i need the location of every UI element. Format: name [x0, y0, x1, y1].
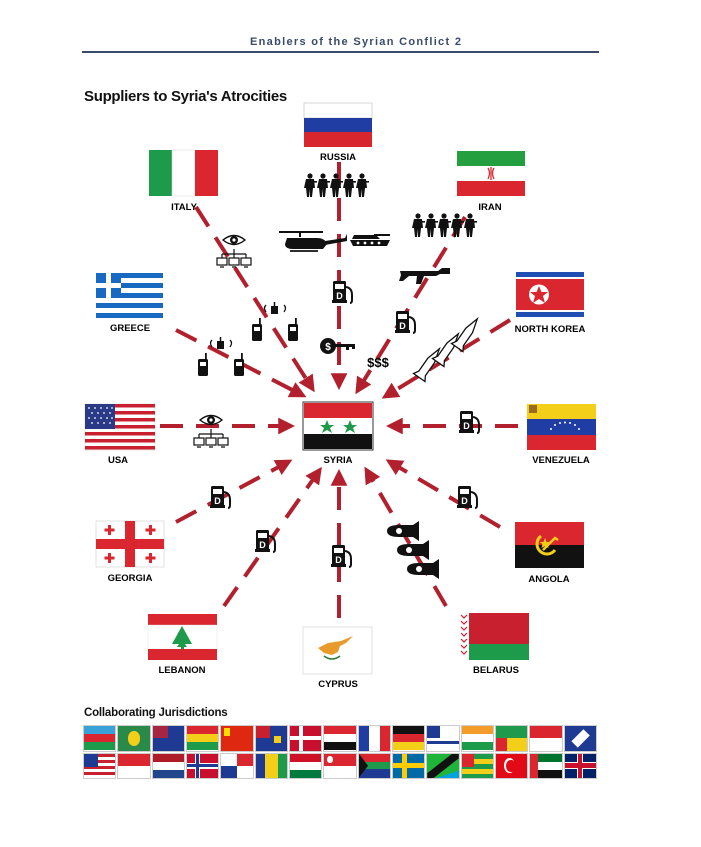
page-number: 2: [454, 36, 463, 48]
flag-tile: [358, 753, 391, 780]
bombs-icon: [387, 521, 439, 579]
flag-georgia: [96, 521, 164, 567]
label-venezuela: VENEZUELA: [532, 455, 590, 466]
flag-tile: [323, 753, 356, 780]
svg-text:D: D: [214, 496, 221, 506]
svg-text:D: D: [461, 496, 468, 506]
flag-tile: [117, 725, 150, 752]
flag-tile: [83, 725, 116, 752]
flag-usa: [85, 404, 155, 450]
flag-tile: [495, 753, 528, 780]
flag-tile: [255, 753, 288, 780]
radio-icon: [198, 337, 244, 376]
flag-tile: [564, 753, 597, 780]
label-belarus: BELARUS: [473, 665, 519, 676]
flag-tile: [186, 753, 219, 780]
arrow-angola: [390, 462, 500, 527]
label-usa: USA: [107, 455, 129, 466]
missiles-icon: [413, 315, 483, 382]
flag-greece: [96, 273, 163, 318]
surveillance-network-icon: [194, 416, 228, 448]
label-lebanon: LEBANON: [158, 665, 206, 676]
arrow-lebanon: [224, 471, 319, 606]
flag-tile: [529, 753, 562, 780]
helicopter-icon: [279, 232, 347, 251]
flag-tile: [392, 725, 425, 752]
flag-tile: [564, 725, 597, 752]
flag-tile: [255, 725, 288, 752]
label-cyprus: CYPRUS: [318, 679, 358, 690]
label-syria: SYRIA: [323, 455, 353, 466]
flag-tile: [461, 753, 494, 780]
flag-tile: [186, 725, 219, 752]
flag-venezuela: [527, 404, 596, 450]
fuel-pump-icon: [459, 411, 479, 433]
flag-tile: [495, 725, 528, 752]
flag-tile: [426, 725, 459, 752]
dollar-symbol: $: [325, 342, 331, 353]
flag-tile: [392, 753, 425, 780]
label-greece: GREECE: [109, 323, 151, 334]
flag-tile: [461, 725, 494, 752]
fuel-pump-icon: [457, 486, 477, 508]
label-russia: RUSSIA: [320, 152, 356, 163]
diagram-title: Suppliers to Syria's Atrocities: [84, 88, 287, 105]
money-label: $$$: [367, 355, 389, 370]
flag-syria: [303, 402, 373, 450]
tank-icon: [350, 235, 390, 246]
svg-text:D: D: [336, 291, 343, 301]
fuel-pump-icon: [210, 486, 230, 508]
label-iran: IRAN: [478, 202, 502, 213]
flag-tile: [117, 753, 150, 780]
arrow-italy: [196, 207, 312, 388]
svg-text:D: D: [463, 421, 470, 431]
arrow-belarus: [367, 471, 446, 606]
label-north-korea: NORTH KOREA: [514, 324, 586, 335]
label-angola: ANGOLA: [528, 574, 570, 585]
flag-tile: [289, 725, 322, 752]
label-italy: ITALY: [171, 202, 197, 213]
flag-tile: [529, 725, 562, 752]
fuel-pump-icon: [331, 545, 351, 567]
flag-angola: [515, 522, 584, 568]
collaborating-title: Collaborating Jurisdictions: [84, 707, 228, 719]
flag-tile: [358, 725, 391, 752]
soldiers-icon: [304, 173, 369, 197]
flag-tile: [220, 725, 253, 752]
flag-lebanon: [148, 614, 217, 660]
flag-tile: [289, 753, 322, 780]
flag-italy: [149, 150, 218, 196]
flag-tile: [83, 753, 116, 780]
flag-tile: [152, 725, 185, 752]
flag-tile: [152, 753, 185, 780]
flag-tile: [323, 725, 356, 752]
flag-cyprus: [303, 627, 372, 674]
svg-text:D: D: [399, 321, 406, 331]
svg-text:D: D: [335, 555, 342, 565]
fuel-pump-icon: [395, 311, 415, 333]
flag-tile: [220, 753, 253, 780]
fuel-pump-icon: [332, 281, 352, 303]
running-title: Enablers of the Syrian Conflict: [250, 36, 451, 48]
arrow-georgia: [176, 462, 288, 522]
label-georgia: GEORGIA: [107, 573, 153, 584]
flag-tile: [426, 753, 459, 780]
collaborating-flags: [83, 725, 597, 779]
flag-belarus: [460, 613, 529, 660]
flag-north-korea: [516, 272, 584, 317]
flag-iran: [457, 151, 525, 196]
flag-russia: [304, 103, 372, 147]
svg-text:D: D: [259, 540, 266, 550]
soldiers-icon: [412, 213, 477, 237]
